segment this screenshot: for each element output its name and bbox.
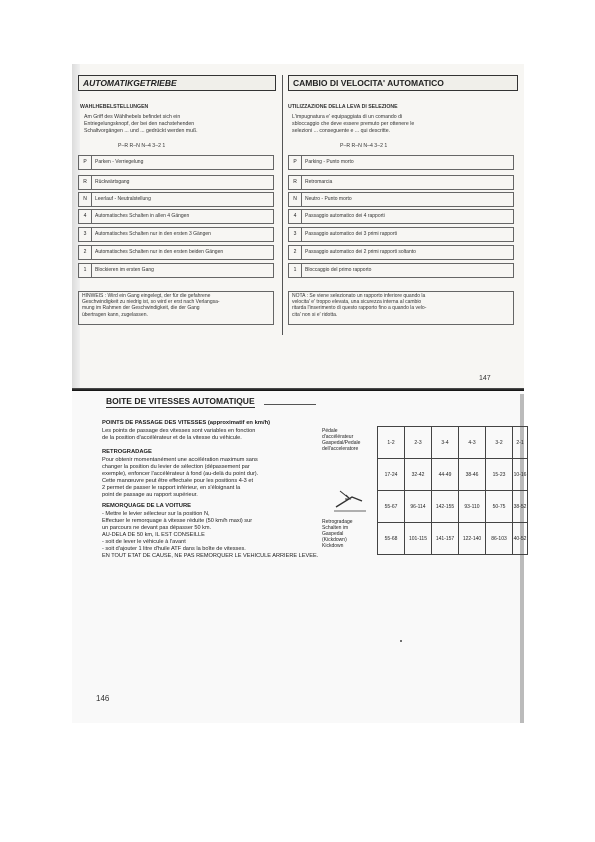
towing-line-3: un parcours ne devant pas dépasser 50 km. [102,525,212,531]
section-shift-points-line-2: de la position d'accélérateur et de la vitesse du véhicule. [102,435,242,441]
right-row-3: 3 Passaggio automatico dei 3 primi rapporti [288,227,514,242]
table-label-accelerator: Pédale d'accélérateur Gaspedal/Pedale dell'acceleratore [322,428,361,452]
left-title-bar [78,75,276,91]
left-subhead: WÄHLHEBELSTELLUNGEN [80,104,149,110]
section-shift-points-line-1: Les points de passage des vitesses sont variables en fonction [102,428,256,434]
left-row-3: 3 Automatisches Schalten nur in den ersten 3 Gängen [78,227,274,242]
right-row-2: 2 Passaggio automatico dei 2 primi rapporti soltanto [288,245,514,260]
title-rule [264,404,316,405]
kickdown-line-6: point de passage au rapport supérieur. [102,492,198,498]
right-note: NOTA : Se viene selezionato un rapporto inferiore quando la velocita' e' troppo elevata, una sicurezza interna al cambio ritarda l'inserimento di questo rapporto fino a quando la velo- cita' non si e' ridotta. [288,291,514,325]
kickdown-line-3: exemple), enfoncer l'accélérateur à fond (au-delà du point dur). [102,471,259,477]
section-shift-points-title: POINTS DE PASSAGE DES VITESSES (approximatif en km/h) [102,420,271,426]
table-row: 55-67 96-114 142-155 93-110 50-75 38-52 [317,491,528,523]
table-row: 17-24 32-42 44-49 38-46 15-23 10-16 [317,459,528,491]
right-row-4: 4 Passaggio automatico dei 4 rapporti [288,209,514,224]
column-divider [282,75,283,335]
right-row-r: R Retromarcia [288,175,514,190]
left-row-r: R Rückwärtsgang [78,175,274,190]
towing-line-7: EN TOUT ETAT DE CAUSE, NE PAS REMORQUER LE VEHICULE ARRIERE LEVEE. [102,553,319,559]
section-towing-title: REMORQUAGE DE LA VOITURE [102,503,191,509]
kickdown-line-2: changer la position du levier de sélection (dépassement par [102,464,250,470]
right-row-1: 1 Bloccaggio del primo rapporto [288,263,514,278]
right-title-bar [288,75,518,91]
towing-line-5: - soit de lever le véhicule à l'avant [102,539,186,545]
right-sequence: P–R R–N N–4 3–2 1 [340,143,388,149]
right-title: CAMBIO DI VELOCITA' AUTOMATICO [293,78,444,88]
page-number-146: 146 [96,694,110,703]
towing-line-6: - soit d'ajouter 1 litre d'huile ATF dans la boîte de vitesses. [102,546,246,552]
right-subhead: UTILIZZAZIONE DELLA LEVA DI SELEZIONE [288,104,398,110]
shift-speed-table [317,426,528,555]
left-row-p: P Parken - Verriegelung [78,155,274,170]
right-row-p: P Parking - Punto morto [288,155,514,170]
towing-line-2: Effectuer le remorquage à vitesse réduite (50 km/h maxi) sur [102,518,253,524]
section-kickdown-title: RETROGRADAGE [102,449,152,455]
table-label-kickdown: Retrogradage Schalten im Gaspedal (Kickdown) Kickdown [322,519,353,549]
kickdown-line-5: 2 permet de passer le rapport inférieur, en s'éloignant la [102,485,241,491]
left-intro-1: Am Griff des Wählhebels befindet sich ein [84,114,181,120]
table-row: 55-68 101-115 141-157 122-140 86-103 40-52 [317,523,528,555]
left-row-4: 4 Automatisches Schalten in allen 4 Gängen [78,209,274,224]
page-number-147: 147 [479,375,491,382]
left-row-n: N Leerlauf - Neutralstellung [78,192,274,207]
left-intro-3: Schaltvorgängen ... und ... gedrückt werden muß. [84,128,198,134]
left-title: AUTOMATIKGETRIEBE [83,78,177,88]
left-intro-2: Entriegelungsknopf, der bei den nachstehenden [84,121,195,127]
table-row: 1-2 2-3 3-4 4-3 3-2 2-1 [317,427,528,459]
right-row-n: N Neutro - Punto morto [288,192,514,207]
right-intro-2: sbloccaggio che deve essere premuto per ottenere le [292,121,415,127]
left-sequence: P–R R–N N–4 3–2 1 [118,143,166,149]
kickdown-line-1: Pour obtenir momentanément une accélération maximum sans [102,457,258,463]
speck [400,640,402,642]
towing-line-4: AU-DELA DE 50 km, IL EST CONSEILLE [102,532,205,538]
towing-line-1: - Mettre le levier sélecteur sur la position N, [102,511,210,517]
left-note: HINWEIS : Wird ein Gang eingelegt, der für die gefahrene Geschwindigkeit zu niedrig ist, so wird er erst nach Verlangsa- mung im Rahmen der Geschwindigkeit, die der Gang übertragen kann, zugelassen. [78,291,274,325]
left-row-1: 1 Blockieren im ersten Gang [78,263,274,278]
left-row-2: 2 Automatisches Schalten nur in den ersten beiden Gängen [78,245,274,260]
right-intro-1: L'impugnatura e' equipaggiata di un comando di [292,114,403,120]
kickdown-line-4: Cette manœuvre peut être effectuée pour les positions 4-3 et [102,478,254,484]
page2-title: BOITE DE VITESSES AUTOMATIQUE [106,396,255,406]
right-intro-3: selezioni ... conseguente e ... qui descritte. [292,128,391,134]
